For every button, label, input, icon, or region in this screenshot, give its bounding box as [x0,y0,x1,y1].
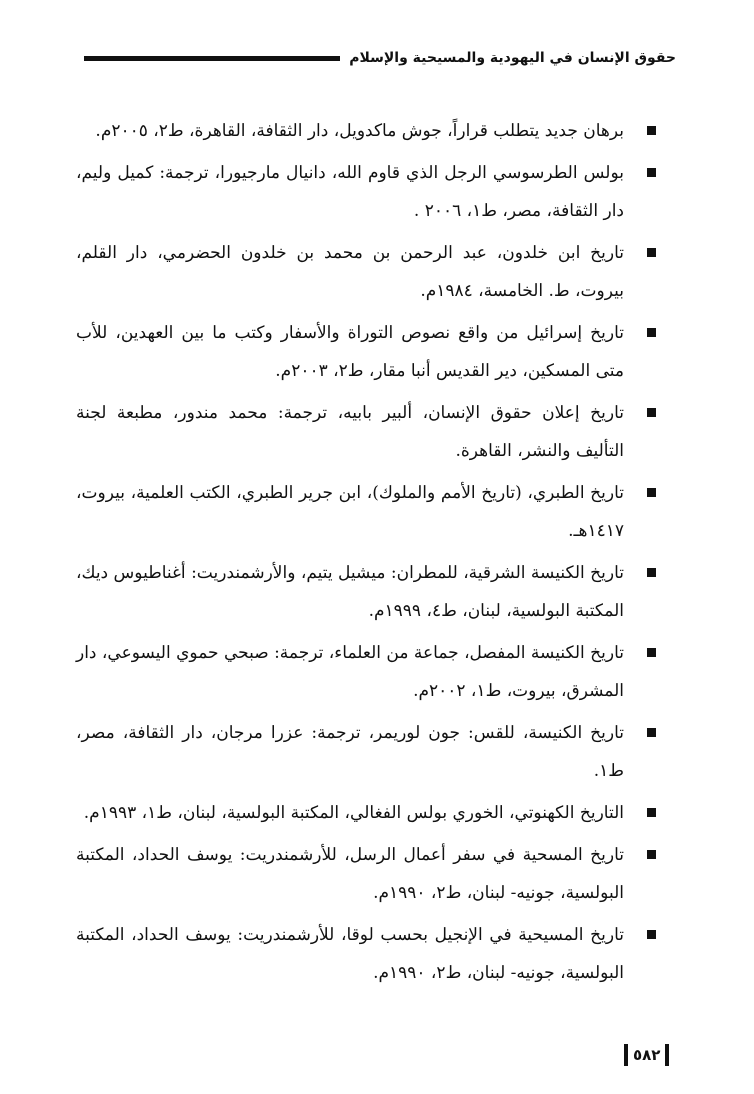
square-bullet-icon [647,168,656,177]
bibliography-entry-text: تاريخ إعلان حقوق الإنسان، ألبير بابيه، ترجمة: محمد مندور، مطبعة لجنة التأليف والنشر، القاهرة. [76,403,624,461]
bibliography-entry-text: تاريخ المسيحية في الإنجيل بحسب لوقا، للأرشمندريت: يوسف الحداد، المكتبة البولسية، جونيه- لبنان، ط٢، ١٩٩٠م. [76,925,624,983]
bibliography-entry [76,554,650,630]
bibliography-entry [76,634,650,710]
bibliography-entry [76,794,650,832]
bibliography-entry [76,714,650,790]
bibliography-entry [76,836,650,912]
square-bullet-icon [647,930,656,939]
bibliography-entry [76,916,650,992]
bibliography-entry-text: تاريخ الطبري، (تاريخ الأمم والملوك)، ابن جرير الطبري، الكتب العلمية، بيروت، ١٤١٧هـ. [76,483,624,541]
square-bullet-icon [647,126,656,135]
square-bullet-icon [647,248,656,257]
bibliography-entry [76,314,650,390]
bibliography-entry [76,154,650,230]
page-number: ٥٨٢ [624,1044,669,1066]
square-bullet-icon [647,648,656,657]
bibliography-entry-text: التاريخ الكهنوتي، الخوري بولس الفغالي، المكتبة البولسية، لبنان، ط١، ١٩٩٣م. [83,803,624,823]
square-bullet-icon [647,568,656,577]
bibliography-entry-text: تاريخ الكنيسة المفصل، جماعة من العلماء، ترجمة: صبحي حموي اليسوعي، دار المشرق، بيروت، ط١، ٢٠٠٢م. [76,643,624,701]
square-bullet-icon [647,328,656,337]
bibliography-entry-text: تاريخ المسحية في سفر أعمال الرسل، للأرشمندريت: يوسف الحداد، المكتبة البولسية، جونيه- لبنان، ط٢، ١٩٩٠م. [76,845,625,903]
bibliography-entry-text: تاريخ ابن خلدون، عبد الرحمن بن محمد بن خلدون الحضرمي، دار القلم، بيروت، ط. الخامسة، ١٩٨٤م. [76,243,624,301]
bibliography-entry-text: تاريخ الكنيسة الشرقية، للمطران: ميشيل يتيم، والأرشمندريت: أغناطيوس ديك، المكتبة البولسية، لبنان، ط٤، ١٩٩٩م. [76,563,624,621]
square-bullet-icon [647,488,656,497]
running-header [84,46,676,70]
bibliography-entry-text: تاريخ إسرائيل من واقع نصوص التوراة والأسفار وكتب ما بين العهدين، للأب متى المسكين، دير القديس أنبا مقار، ط٢، ٢٠٠٣م. [76,323,624,381]
square-bullet-icon [647,408,656,417]
square-bullet-icon [647,850,656,859]
square-bullet-icon [647,808,656,817]
bibliography-entry [76,234,650,310]
bibliography-entry-text: برهان جديد يتطلب قراراً، جوش ماكدويل، دار الثقافة، القاهرة، ط٢، ٢٠٠٥م. [95,121,624,141]
bibliography-entry [76,394,650,470]
square-bullet-icon [647,728,656,737]
bibliography-entry-text: بولس الطرسوسي الرجل الذي قاوم الله، دانيال مارجيورا، ترجمة: كميل وليم، دار الثقافة، مصر، ط١، ٢٠٠٦ . [76,163,624,221]
bibliography-entry-text: تاريخ الكنيسة، للقس: جون لوريمر، ترجمة: عزرا مرجان، دار الثقافة، مصر، ط١. [76,723,624,781]
header-rule [84,56,340,61]
bibliography-entry [76,474,650,550]
running-header-title: حقوق الإنسان في اليهودية والمسيحية والإسلام [349,50,676,66]
bibliography-list [76,112,650,996]
bibliography-entry [76,112,650,150]
